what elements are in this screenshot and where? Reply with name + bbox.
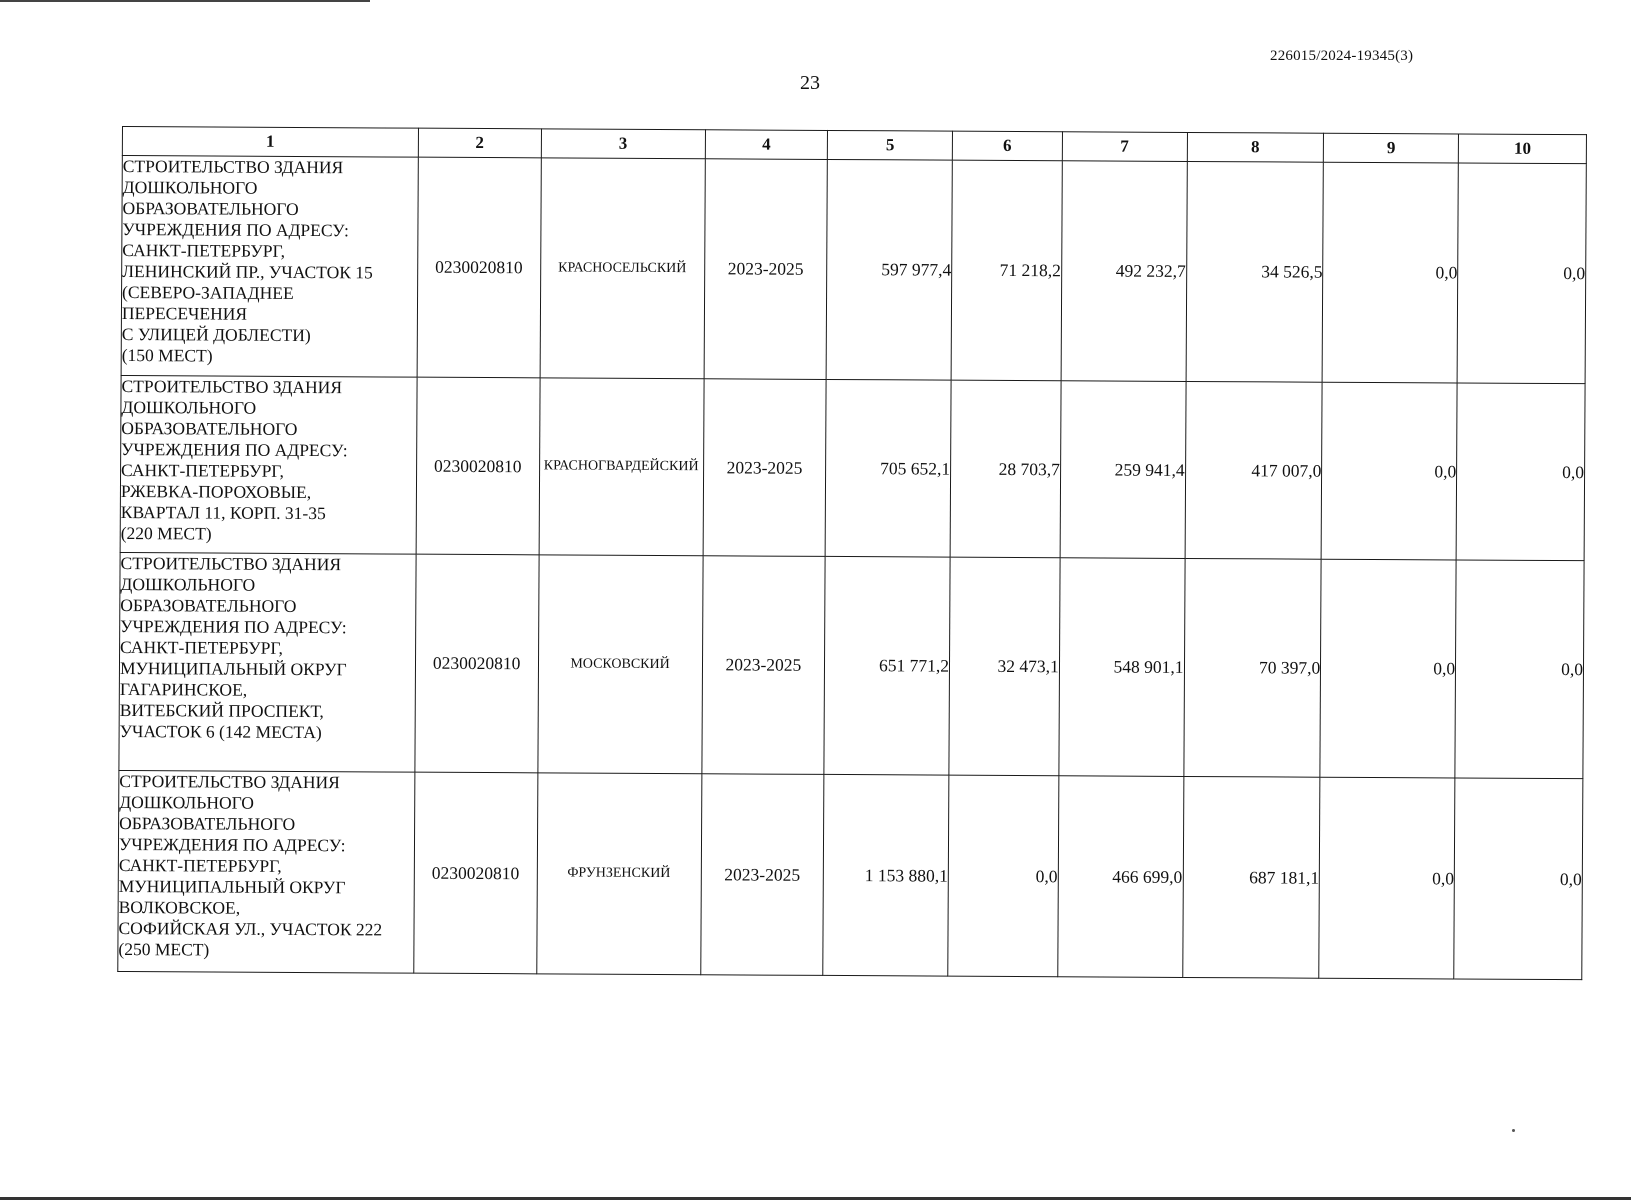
- table-row: [119, 552, 1584, 778]
- district-cell: КРАСНОГВАРДЕЙСКИЙ: [539, 378, 704, 556]
- object-name-cell: СТРОИТЕЛЬСТВО ЗДАНИЯ ДОШКОЛЬНОГО ОБРАЗОВАТЕЛЬНОГО УЧРЕЖДЕНИЯ ПО АДРЕСУ: САНКТ-ПЕТЕРБУРГ, РЖЕВКА-ПОРОХОВЫЕ, КВАРТАЛ 11, КОРП. 31-35 (220 МЕСТ): [120, 375, 417, 554]
- value-cell-9: 0,0: [1320, 559, 1456, 778]
- column-header: 1: [122, 127, 418, 158]
- page-number: 23: [800, 72, 820, 94]
- table-row: [121, 156, 1586, 384]
- budget-code-cell: 0230020810: [417, 157, 541, 378]
- budget-code-cell: 0230020810: [416, 377, 540, 555]
- column-header: 4: [705, 130, 828, 160]
- object-name-cell: СТРОИТЕЛЬСТВО ЗДАНИЯ ДОШКОЛЬНОГО ОБРАЗОВАТЕЛЬНОГО УЧРЕЖДЕНИЯ ПО АДРЕСУ: САНКТ-ПЕТЕРБУРГ, МУНИЦИПАЛЬНЫЙ ОКРУГ ВОЛКОВСКОЕ, СОФИЙСКАЯ УЛ., УЧАСТОК 222 (250 МЕСТ): [118, 770, 415, 973]
- value-cell-10: 0,0: [1456, 383, 1585, 561]
- value-cell-10: 0,0: [1454, 778, 1583, 980]
- column-header: 2: [418, 128, 541, 158]
- column-header: 9: [1324, 133, 1459, 163]
- period-cell: 2023-2025: [703, 379, 827, 557]
- column-header: 10: [1458, 134, 1586, 164]
- period-cell: 2023-2025: [700, 774, 824, 976]
- value-cell-10: 0,0: [1455, 560, 1584, 779]
- document-number: 226015/2024-19345(3): [1270, 48, 1414, 64]
- budget-code-cell: 0230020810: [414, 772, 538, 974]
- value-cell-5: 1 153 880,1: [823, 774, 949, 976]
- value-cell-9: 0,0: [1322, 162, 1458, 383]
- district-cell: ФРУНЗЕНСКИЙ: [536, 773, 701, 975]
- object-name-cell: СТРОИТЕЛЬСТВО ЗДАНИЯ ДОШКОЛЬНОГО ОБРАЗОВАТЕЛЬНОГО УЧРЕЖДЕНИЯ ПО АДРЕСУ: САНКТ-ПЕТЕРБУРГ, МУНИЦИПАЛЬНЫЙ ОКРУГ ГАГАРИНСКОЕ, ВИТЕБСКИЙ ПРОСПЕКТ, УЧАСТОК 6 (142 МЕСТА): [119, 552, 416, 772]
- value-cell-8: 34 526,5: [1186, 161, 1324, 382]
- table-row: [120, 375, 1585, 560]
- value-cell-6: 71 218,2: [951, 160, 1062, 381]
- column-header: 5: [828, 130, 953, 160]
- budget-code-cell: 0230020810: [415, 554, 539, 773]
- column-header: 3: [541, 129, 705, 159]
- period-cell: 2023-2025: [704, 159, 828, 380]
- column-header: 6: [952, 131, 1062, 161]
- column-header: 8: [1187, 132, 1324, 162]
- budget-table: [117, 126, 1587, 980]
- value-cell-7: 492 232,7: [1061, 161, 1187, 382]
- value-cell-6: 0,0: [948, 775, 1059, 977]
- value-cell-8: 687 181,1: [1182, 776, 1320, 978]
- value-cell-9: 0,0: [1321, 382, 1457, 560]
- value-cell-9: 0,0: [1319, 777, 1455, 979]
- value-cell-5: 651 771,2: [824, 556, 950, 775]
- column-header: 7: [1062, 132, 1187, 162]
- district-cell: КРАСНОСЕЛЬСКИЙ: [540, 158, 705, 379]
- scan-edge-top: [0, 0, 370, 2]
- object-name-cell: СТРОИТЕЛЬСТВО ЗДАНИЯ ДОШКОЛЬНОГО ОБРАЗОВАТЕЛЬНОГО УЧРЕЖДЕНИЯ ПО АДРЕСУ: САНКТ-ПЕТЕРБУРГ, ЛЕНИНСКИЙ ПР., УЧАСТОК 15 (СЕВЕРО-ЗАПАДНЕЕ ПЕРЕСЕЧЕНИЯ С УЛИЦЕЙ ДОБЛЕСТИ) (150 МЕСТ): [121, 156, 418, 378]
- value-cell-5: 597 977,4: [826, 159, 952, 380]
- district-cell: МОСКОВСКИЙ: [537, 555, 702, 774]
- scan-speck: [1512, 1129, 1515, 1132]
- period-cell: 2023-2025: [701, 556, 825, 775]
- value-cell-6: 32 473,1: [949, 557, 1060, 776]
- value-cell-7: 259 941,4: [1060, 381, 1186, 559]
- table-row: [118, 770, 1583, 979]
- value-cell-8: 70 397,0: [1183, 558, 1321, 777]
- value-cell-10: 0,0: [1457, 163, 1586, 384]
- value-cell-5: 705 652,1: [825, 379, 951, 557]
- value-cell-7: 548 901,1: [1059, 558, 1185, 777]
- value-cell-7: 466 699,0: [1058, 776, 1184, 978]
- value-cell-8: 417 007,0: [1185, 381, 1323, 559]
- value-cell-6: 28 703,7: [950, 380, 1061, 558]
